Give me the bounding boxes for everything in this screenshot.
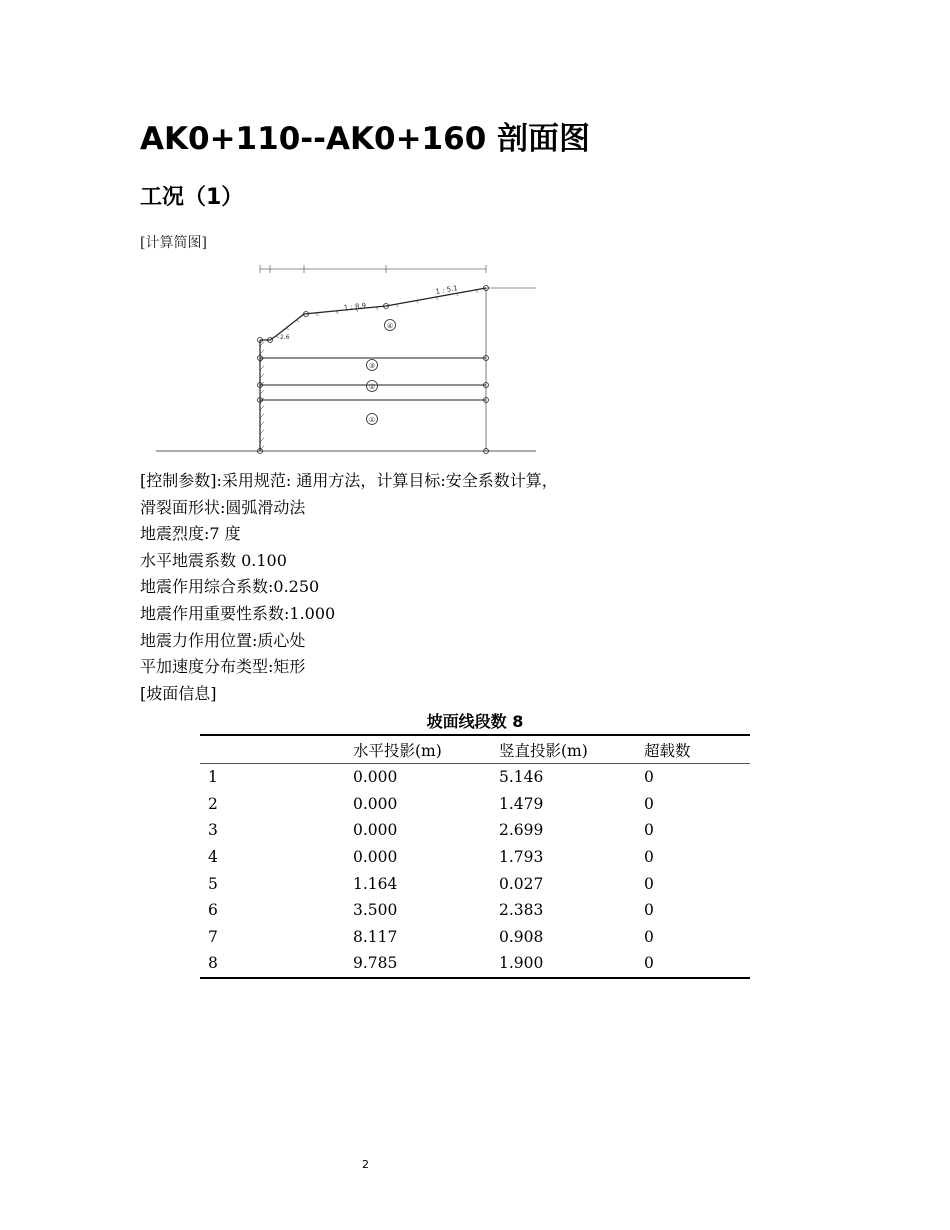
param-line: [控制参数]:采用规范: 通用方法，计算目标:安全系数计算， — [140, 471, 558, 490]
table-header-row — [200, 735, 750, 764]
table-row — [200, 764, 750, 791]
table-cell: 7 — [208, 927, 218, 946]
layer-number-2: ② — [368, 383, 376, 391]
table-cell: 1.793 — [499, 848, 544, 867]
page-number: 2 — [362, 1158, 369, 1171]
table-row — [200, 844, 750, 871]
parameter-block — [140, 468, 558, 707]
page-title: AK0+110--AK0+160 剖面图 — [140, 121, 591, 157]
table-cell: 0 — [644, 794, 654, 813]
param-line: 地震作用重要性系数:1.000 — [140, 603, 336, 623]
table-row — [200, 897, 750, 924]
table-cell: 0.000 — [353, 768, 398, 787]
table-cell: 1.164 — [353, 874, 398, 893]
table-row — [200, 924, 750, 951]
table-cell: 2.699 — [499, 821, 544, 840]
layer-number-4: ④ — [386, 322, 394, 330]
figure-label: [计算简图] — [140, 235, 207, 251]
table-cell: 1.900 — [491, 950, 636, 978]
column-header: 超载数 — [636, 735, 750, 764]
table-cell: 5 — [208, 874, 218, 893]
table-cell: 0.000 — [353, 821, 398, 840]
table-cell: 0 — [636, 950, 750, 978]
table-cell: 0.000 — [353, 848, 398, 867]
table-cell: 0 — [644, 901, 654, 920]
table-cell: 1 — [208, 768, 218, 787]
table-cell: 0 — [644, 927, 654, 946]
layer-number-1: ① — [368, 416, 376, 424]
table-cell: 8 — [200, 950, 345, 978]
table-cell: 5.146 — [499, 768, 544, 787]
table-cell: 0.000 — [353, 794, 398, 813]
slope-surface — [260, 288, 486, 340]
table-caption: 坡面线段数 8 — [426, 712, 524, 731]
table-cell: 2 — [208, 794, 218, 813]
param-line: 水平地震系数 0.100 — [140, 550, 287, 570]
section-diagram — [156, 258, 540, 458]
table-cell: 0.027 — [499, 874, 544, 893]
table-cell: 0.908 — [499, 927, 544, 946]
table-cell: 0 — [644, 821, 654, 840]
param-line: 地震烈度:7 度 — [140, 524, 241, 544]
column-header — [200, 735, 345, 764]
param-line: 平加速度分布类型:矩形 — [140, 657, 306, 677]
column-header: 水平投影(m) — [345, 735, 491, 764]
table-row — [200, 817, 750, 844]
layer-number-3: ③ — [368, 362, 376, 370]
param-line: 地震力作用位置:质心处 — [140, 630, 306, 650]
param-line: 滑裂面形状:圆弧滑动法 — [140, 497, 306, 517]
table-row — [200, 950, 750, 978]
table-cell: 0 — [644, 874, 654, 893]
table-cell: 2.383 — [499, 901, 544, 920]
slope-segments-table — [200, 734, 750, 979]
column-header: 竖直投影(m) — [491, 735, 636, 764]
table-cell: 4 — [208, 848, 218, 867]
table-cell: 8.117 — [353, 927, 398, 946]
param-line: 地震作用综合系数:0.250 — [140, 577, 320, 597]
section-label: [坡面信息] — [140, 683, 217, 703]
slope-ratio-label: 1 : 5.1 — [434, 284, 459, 296]
table-row — [200, 791, 750, 818]
small-dimension-label: 2.6 — [280, 334, 290, 341]
table-cell: 1.479 — [499, 794, 544, 813]
table-cell: 3 — [208, 821, 218, 840]
table-row — [200, 870, 750, 897]
table-cell: 9.785 — [345, 950, 491, 978]
table-cell: 6 — [208, 901, 218, 920]
table-cell: 0 — [644, 848, 654, 867]
section-subtitle: 工况（1） — [140, 185, 244, 210]
table-cell: 3.500 — [353, 901, 398, 920]
table-cell: 0 — [644, 768, 654, 787]
slope-ratio-label: 1 : 8.9 — [343, 301, 367, 312]
